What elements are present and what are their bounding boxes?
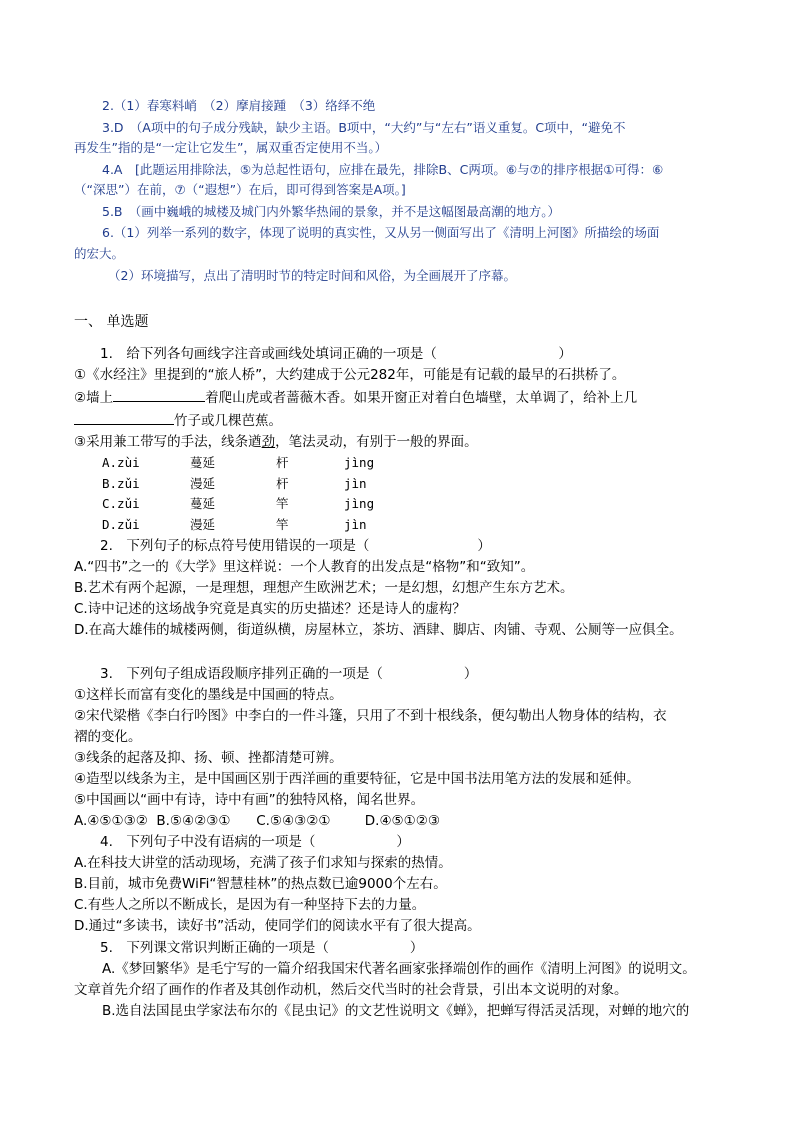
question-5	[74, 938, 724, 1022]
answer-6-line2: 的宏大。	[74, 246, 125, 261]
answer-6-part2: （2）环境描写，点出了清明时节的特定时间和风俗，为全画展开了序幕。	[108, 268, 516, 283]
question-1-sentence-1: ①《水经注》里提到的“旅人桥”，大约建成于公元282年，可能是有记载的最早的石拱桥了。	[74, 367, 626, 383]
question-4-option-c[interactable]: C.有些人之所以不断成长，是因为有一种坚持下去的力量。	[74, 897, 426, 913]
answer-3-line1: 3.D （A项中的句子成分残缺，缺少主语。B项中，“大约”与“左右”语义重复。C项中，“避免不	[102, 120, 626, 135]
question-3-options[interactable]: A.④⑤①③② B.⑤④②③① C.⑤④③②① D.④⑤①②③	[74, 813, 440, 829]
question-2-option-b[interactable]: B.艺术有两个起源，一是理想，理想产生欧洲艺术；一是幻想，幻想产生东方艺术。	[74, 580, 574, 596]
question-2-option-c[interactable]: C.诗中记述的这场战争究竟是真实的历史描述？还是诗人的虚构？	[74, 601, 466, 617]
question-5-stem: 5. 下列课文常识判断正确的一项是（ ）	[100, 940, 424, 956]
question-4-option-d[interactable]: D.通过“多读书，读好书”活动，使同学们的阅读水平有了很大提高。	[74, 918, 481, 934]
question-1-option-b[interactable]: B.zǔi 漫延 杆 jìn	[102, 475, 367, 491]
question-2-option-a[interactable]: A.“四书”之一的《大学》里这样说：一个人教育的出发点是“格物”和“致知”。	[74, 559, 535, 575]
answer-2: 2.（1）春寒料峭 （2）摩肩接踵 （3）络绎不绝	[102, 98, 376, 113]
question-1-option-d[interactable]: D.zǔi 漫延 竿 jìn	[102, 516, 367, 532]
answer-5: 5.B （画中巍峨的城楼及城门内外繁华热闹的景象，并不是这幅图最高潮的地方。）	[102, 204, 561, 219]
fill-blank	[113, 386, 205, 402]
question-3-line: 褶的变化。	[74, 729, 142, 745]
answer-6-line1: 6.（1）列举一系列的数字，体现了说明的真实性，又从另一侧面写出了《清明上河图》所描绘的场面	[102, 225, 660, 240]
question-3-line: ④造型以线条为主，是中国画区别于西洋画的重要特征，它是中国书法用笔方法的发展和延伸。	[74, 771, 640, 787]
question-1-sentence-2-cont: 竹子或几棵芭蕉。	[74, 409, 724, 432]
fill-blank	[74, 409, 174, 425]
answer-3-line2: 再发生”指的是“一定让它发生”，属双重否定使用不当。）	[74, 140, 388, 155]
question-3-line: ①这样长而富有变化的墨线是中国画的特点。	[74, 687, 343, 703]
question-1	[74, 344, 724, 535]
question-3-stem: 3. 下列句子组成语段顺序排列正确的一项是（ ）	[100, 666, 478, 682]
question-3-line: ②宋代梁楷《李白行吟图》中李白的一件斗篷，只用了不到十根线条，便勾勒出人物身体的结构，衣	[74, 708, 667, 724]
question-3-line: ⑤中国画以“画中有诗，诗中有画”的独特风格，闻名世界。	[74, 792, 425, 808]
question-2	[74, 536, 724, 641]
underlined-char: 劲	[261, 434, 276, 450]
question-5-option-a[interactable]: A.《梦回繁华》是毛宁写的一篇介绍我国宋代著名画家张择端创作的画作《清明上河图》的说明文。	[102, 961, 696, 977]
question-3-line: ③线条的起落及抑、扬、顿、挫都清楚可辨。	[74, 750, 343, 766]
question-1-stem: 1. 给下列各句画线字注音或画线处填词正确的一项是（ ）	[100, 346, 572, 362]
question-2-option-d[interactable]: D.在高大雄伟的城楼两侧，街道纵横，房屋林立，茶坊、酒肆、脚店、肉铺、寺观、公厕等一应俱全。	[74, 622, 683, 638]
question-1-option-a[interactable]: A.zùi 蔓延 杆 jìng	[102, 455, 375, 470]
answer-4-line2: （“深思”）在前，⑦（“遐想”）在后，即可得到答案是A项。]	[74, 182, 406, 197]
question-3	[74, 664, 724, 832]
question-1-sentence-3: ③采用兼工带写的手法，线条遒劲，笔法灵动，有别于一般的界面。	[74, 434, 478, 450]
question-4-option-a[interactable]: A.在科技大讲堂的活动现场，充满了孩子们求知与探索的热情。	[74, 855, 452, 871]
question-5-option-a-cont: 文章首先介绍了画作的作者及其创作动机，然后交代当时的社会背景，引出本文说明的对象。	[74, 982, 628, 998]
question-4	[74, 832, 724, 937]
answer-4-line1: 4.A [此题运用排除法，⑤为总起性语句，应排在最先，排除B、C两项。⑥与⑦的排序根据①可得：⑥	[102, 162, 664, 177]
question-1-sentence-2: ②墙上 着爬山虎或者蔷薇木香。如果开窗正对着白色墙壁，太单调了，给补上几	[74, 386, 724, 409]
section-title: 一、 单选题	[74, 314, 149, 330]
question-2-stem: 2. 下列句子的标点符号使用错误的一项是（ ）	[100, 538, 491, 554]
question-1-option-c[interactable]: C.zǔi 蔓延 竿 jìng	[102, 496, 375, 511]
question-4-stem: 4. 下列句子中没有语病的一项是（ ）	[100, 834, 410, 850]
question-4-option-b[interactable]: B.目前，城市免费WiFi“智慧桂林”的热点数已逾9000个左右。	[74, 876, 447, 892]
question-5-option-b[interactable]: B.选自法国昆虫学家法布尔的《昆虫记》的文艺性说明文《蝉》，把蝉写得活灵活现，对蝉的地穴的	[102, 1003, 690, 1019]
